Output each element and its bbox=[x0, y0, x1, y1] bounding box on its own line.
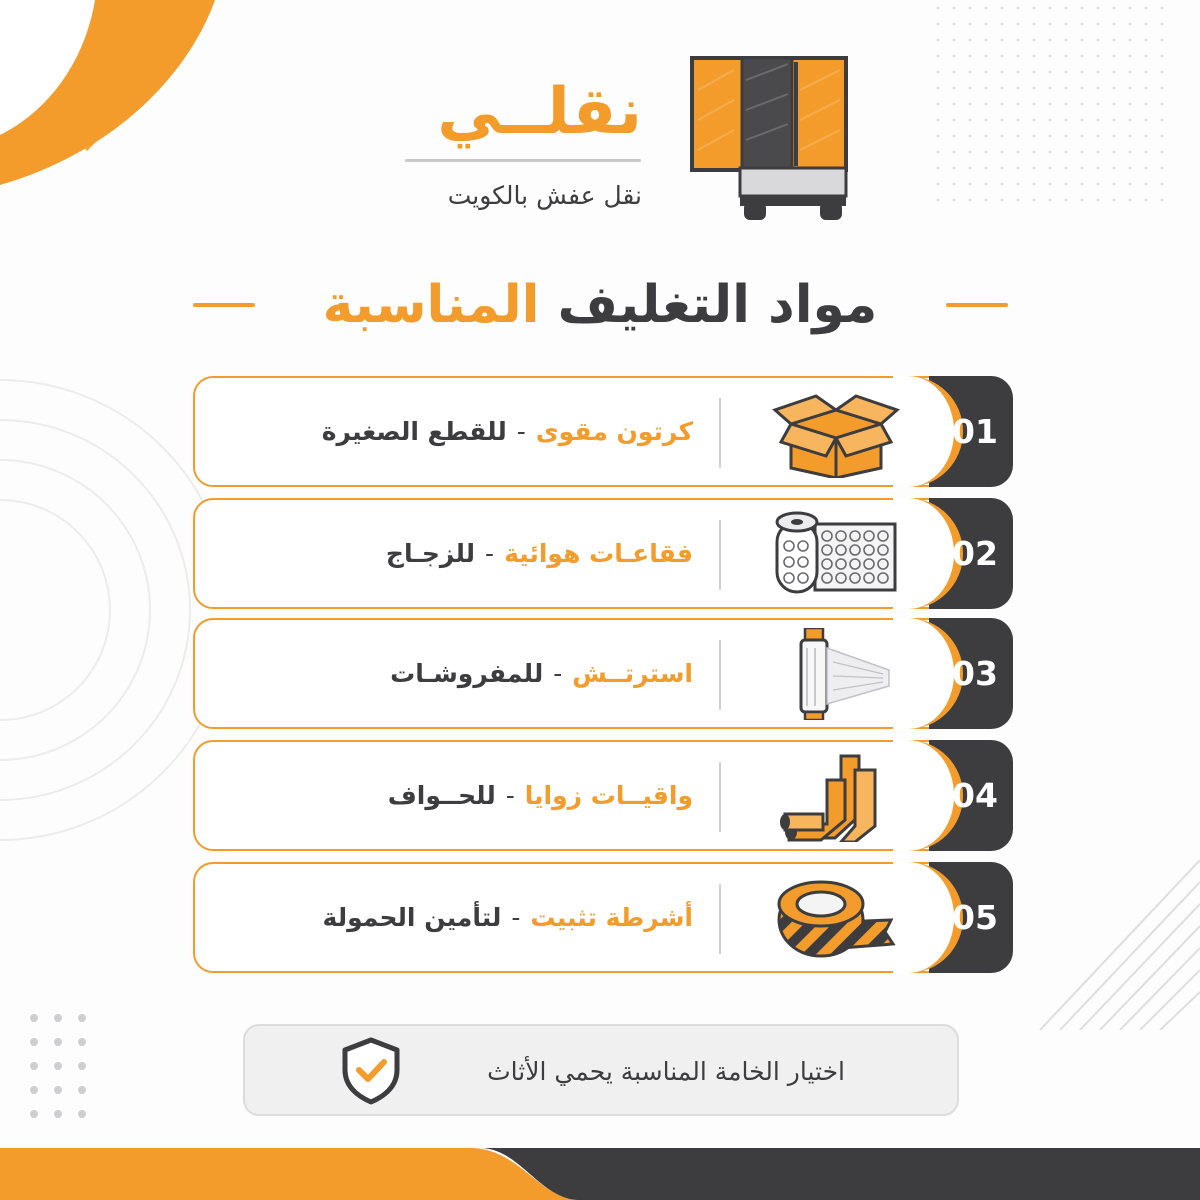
material-row bbox=[193, 740, 1013, 851]
row-divider bbox=[719, 762, 721, 832]
tape-roll-icon bbox=[771, 872, 901, 964]
row-number: 02 bbox=[952, 534, 998, 573]
page-title bbox=[260, 262, 940, 348]
row-divider bbox=[719, 520, 721, 590]
row-number: 03 bbox=[952, 654, 998, 693]
corner-decoration bbox=[0, 0, 220, 185]
material-use: للحــواف bbox=[387, 781, 496, 810]
moving-truck-icon bbox=[684, 50, 854, 225]
material-row bbox=[193, 376, 1013, 487]
row-divider bbox=[719, 640, 721, 710]
row-separator: - bbox=[511, 903, 521, 932]
row-text bbox=[233, 862, 693, 973]
shield-check-icon bbox=[339, 1036, 403, 1106]
material-row bbox=[193, 498, 1013, 609]
note-text: اختيار الخامة المناسبة يحمي الأثاث bbox=[487, 1057, 845, 1086]
material-use: للقطع الصغيرة bbox=[321, 417, 507, 446]
title-dark-part: مواد التغليف bbox=[557, 275, 878, 335]
heading-line-left bbox=[193, 303, 255, 307]
cardboard-box-icon bbox=[771, 386, 901, 478]
row-divider bbox=[719, 884, 721, 954]
material-name: أشرطة تثبيت bbox=[530, 903, 693, 932]
row-number: 04 bbox=[952, 776, 998, 815]
row-separator: - bbox=[505, 781, 515, 810]
material-use: للزجـاج bbox=[385, 539, 476, 568]
corner-protector-icon bbox=[771, 750, 901, 842]
material-use: لتأمين الحمولة bbox=[322, 903, 502, 932]
row-divider bbox=[719, 398, 721, 468]
row-number: 01 bbox=[952, 412, 998, 451]
material-row bbox=[193, 618, 1013, 729]
material-name: استرتــش bbox=[572, 659, 693, 688]
title-accent-part: المناسبة bbox=[322, 275, 540, 335]
material-row bbox=[193, 862, 1013, 973]
brand-divider bbox=[405, 159, 641, 162]
material-name: فقاعـات هوائية bbox=[504, 539, 693, 568]
row-text bbox=[233, 618, 693, 729]
row-number: 05 bbox=[952, 898, 998, 937]
brand-name: نقلــي bbox=[437, 75, 642, 149]
info-note bbox=[243, 1024, 959, 1116]
material-name: كرتون مقوى bbox=[535, 417, 693, 446]
bottom-band bbox=[0, 1148, 1200, 1200]
dot-pattern bbox=[930, 0, 1170, 210]
stretch-film-icon bbox=[771, 628, 901, 720]
row-separator: - bbox=[553, 659, 563, 688]
row-text bbox=[233, 498, 693, 609]
row-separator: - bbox=[485, 539, 495, 568]
heading-line-right bbox=[946, 303, 1008, 307]
brand-tagline: نقل عفش بالكويت bbox=[447, 181, 642, 210]
bubble-wrap-icon bbox=[771, 508, 901, 600]
row-text bbox=[233, 740, 693, 851]
material-use: للمفروشـات bbox=[390, 659, 544, 688]
dot-grid bbox=[28, 1012, 92, 1122]
diagonal-lines-decoration bbox=[1020, 820, 1200, 1030]
ring-decoration bbox=[0, 330, 210, 890]
material-name: واقيــات زوايا bbox=[524, 781, 693, 810]
row-text bbox=[233, 376, 693, 487]
row-separator: - bbox=[516, 417, 526, 446]
